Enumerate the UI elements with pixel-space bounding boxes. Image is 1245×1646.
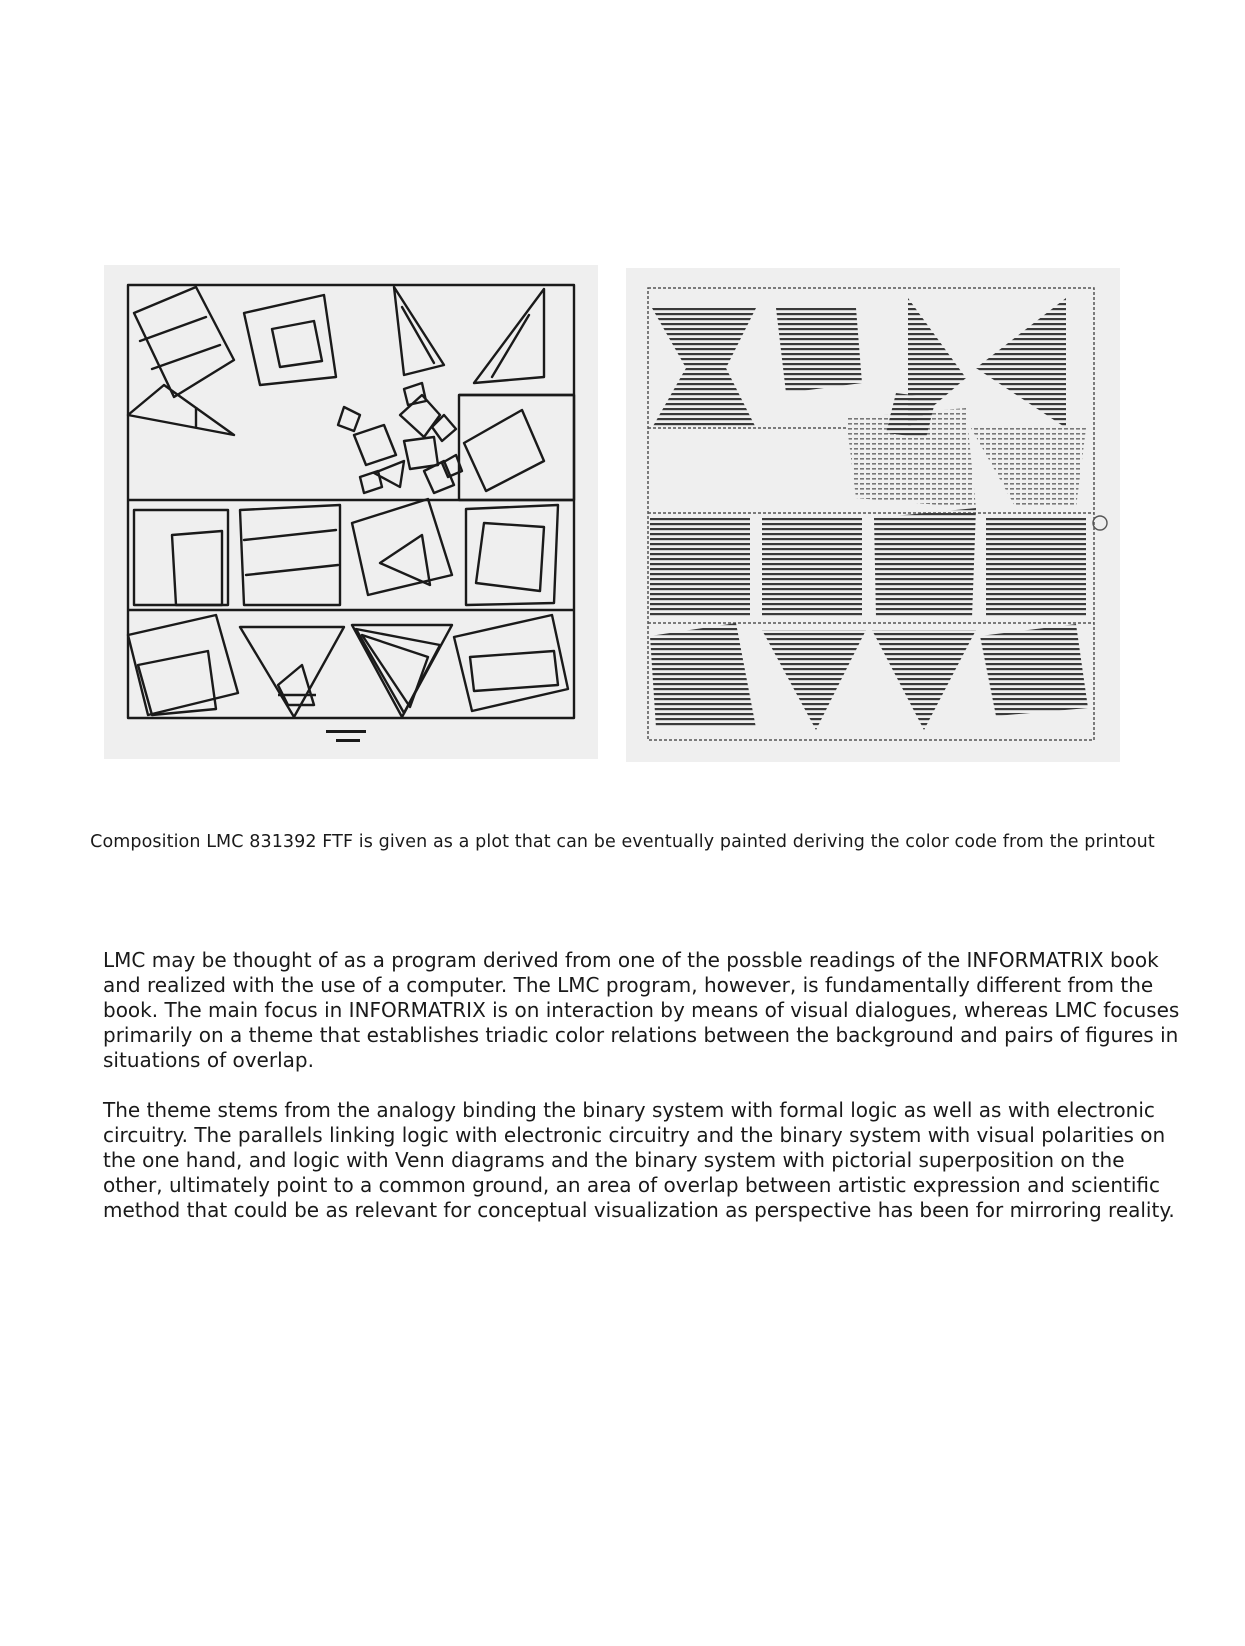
printout-drawing [626, 268, 1120, 762]
composition-plot-image [104, 265, 598, 759]
printout-image [626, 268, 1120, 762]
composition-plot-drawing [104, 265, 598, 759]
paragraph-2: The theme stems from the analogy binding the binary system with formal logic as well as with electronic circuitry. The parallels linking logic with electronic circuitry and the binary system with visual polarities on the one hand, and logic with Venn diagrams and the binary system with pictorial superposition on the other, ultimately point to a common ground, an area of overlap between artistic expression and scientific method that could be as relevant for conceptual visualization as perspective has been for mirroring reality. [103, 1098, 1175, 1222]
body-text [103, 948, 1183, 1248]
figure-caption: Composition LMC 831392 FTF is given as a plot that can be eventually painted deriving the color code from the printout [90, 832, 1155, 852]
paragraph-1: LMC may be thought of as a program derived from one of the possble readings of the INFORMATRIX book and realized with the use of a computer. The LMC program, however, is fundamentally different from the book. The main focus in INFORMATRIX is on interaction by means of visual dialogues, whereas LMC focuses primarily on a theme that establishes triadic color relations between the background and pairs of figures in situations of overlap. [103, 948, 1180, 1072]
